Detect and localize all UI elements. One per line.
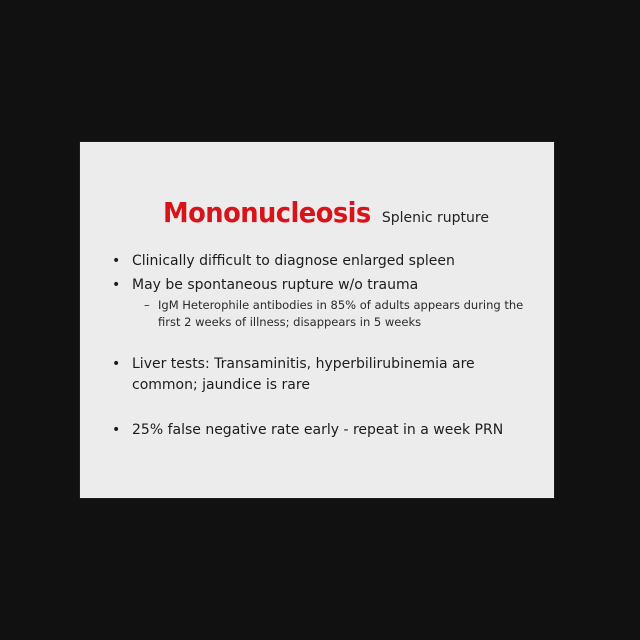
bullet-list xyxy=(80,142,554,498)
bullet-text: May be spontaneous rupture w/o trauma xyxy=(132,277,419,293)
bullet-text: Liver tests: Transaminitis, hyperbilirubinemia are common; jaundice is rare xyxy=(132,356,475,393)
sub-bullet-item xyxy=(144,297,524,331)
bullet-icon: • xyxy=(112,253,121,269)
bullet-item xyxy=(112,354,532,396)
bullet-item xyxy=(112,275,532,296)
sub-bullet-icon: – xyxy=(144,298,150,312)
slide-title: Mononucleosis xyxy=(163,196,371,229)
bullet-item xyxy=(112,251,532,272)
bullet-text: 25% false negative rate early - repeat in a week PRN xyxy=(132,422,504,438)
bullet-icon: • xyxy=(112,356,121,372)
bullet-icon: • xyxy=(112,277,121,293)
presentation-slide xyxy=(80,142,554,498)
bullet-item xyxy=(112,420,532,441)
sub-bullet-text: IgM Heterophile antibodies in 85% of adults appears during the first 2 weeks of illness; disappears in 5 weeks xyxy=(158,298,524,329)
slide-subtitle: Splenic rupture xyxy=(381,210,489,226)
bullet-icon: • xyxy=(112,422,121,438)
bullet-text: Clinically difficult to diagnose enlarged spleen xyxy=(132,253,455,269)
